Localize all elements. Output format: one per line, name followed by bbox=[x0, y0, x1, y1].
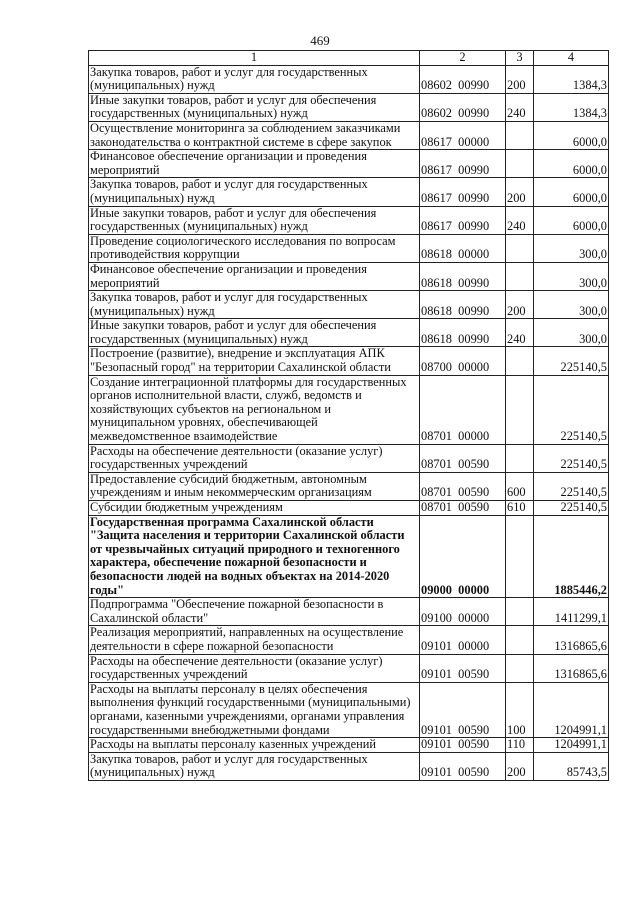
row-name-cell: Расходы на обеспечение деятельности (оказание услуг) государственных учреждений bbox=[89, 654, 420, 682]
row-amount-cell: 225140,5 bbox=[534, 501, 609, 516]
table-row bbox=[89, 752, 609, 780]
table-row bbox=[89, 347, 609, 375]
row-amount-cell: 1885446,2 bbox=[534, 515, 609, 598]
row-name-cell: Расходы на выплаты персоналу казенных учреждений bbox=[89, 738, 420, 753]
row-code-cell: 08701 00000 bbox=[420, 375, 506, 444]
table-row bbox=[89, 150, 609, 178]
row-amount-cell: 1384,3 bbox=[534, 93, 609, 121]
row-expense-type-cell: 240 bbox=[506, 319, 534, 347]
table-row bbox=[89, 121, 609, 149]
row-expense-type-cell bbox=[506, 598, 534, 626]
row-expense-type-cell: 200 bbox=[506, 752, 534, 780]
row-expense-type-cell: 110 bbox=[506, 738, 534, 753]
row-name-cell: Иные закупки товаров, работ и услуг для обеспечения государственных (муниципальных) нужд bbox=[89, 319, 420, 347]
table-row bbox=[89, 319, 609, 347]
row-amount-cell: 300,0 bbox=[534, 234, 609, 262]
row-expense-type-cell bbox=[506, 626, 534, 654]
row-amount-cell: 225140,5 bbox=[534, 375, 609, 444]
row-name-cell: Закупка товаров, работ и услуг для государственных (муниципальных) нужд bbox=[89, 752, 420, 780]
row-code-cell: 08617 00990 bbox=[420, 178, 506, 206]
row-code-cell: 08617 00990 bbox=[420, 206, 506, 234]
table-row bbox=[89, 515, 609, 598]
table-row bbox=[89, 472, 609, 500]
column-header-amount: 4 bbox=[534, 51, 609, 66]
row-expense-type-cell: 610 bbox=[506, 501, 534, 516]
table-row bbox=[89, 262, 609, 290]
row-expense-type-cell bbox=[506, 515, 534, 598]
row-code-cell: 08618 00990 bbox=[420, 319, 506, 347]
row-name-cell: Государственная программа Сахалинской области "Защита населения и территории Сахалинской области от чрезвычайных ситуаций природного и техногенного характера, обеспечение пожарной безопасности и безопасности людей на водных объектах на 2014-2020 годы" bbox=[89, 515, 420, 598]
row-expense-type-cell bbox=[506, 150, 534, 178]
row-code-cell: 08700 00000 bbox=[420, 347, 506, 375]
budget-table bbox=[88, 50, 609, 781]
row-name-cell: Иные закупки товаров, работ и услуг для обеспечения государственных (муниципальных) нужд bbox=[89, 93, 420, 121]
row-code-cell: 09101 00590 bbox=[420, 682, 506, 737]
row-amount-cell: 300,0 bbox=[534, 319, 609, 347]
row-code-cell: 09100 00000 bbox=[420, 598, 506, 626]
column-header-row bbox=[89, 51, 609, 66]
row-name-cell: Построение (развитие), внедрение и эксплуатация АПК "Безопасный город" на территории Сахалинской области bbox=[89, 347, 420, 375]
row-code-cell: 08701 00590 bbox=[420, 501, 506, 516]
row-expense-type-cell bbox=[506, 375, 534, 444]
row-amount-cell: 1384,3 bbox=[534, 65, 609, 93]
row-code-cell: 08602 00990 bbox=[420, 65, 506, 93]
row-code-cell: 08618 00990 bbox=[420, 262, 506, 290]
row-name-cell: Закупка товаров, работ и услуг для государственных (муниципальных) нужд bbox=[89, 178, 420, 206]
row-name-cell: Подпрограмма "Обеспечение пожарной безопасности в Сахалинской области" bbox=[89, 598, 420, 626]
row-expense-type-cell bbox=[506, 121, 534, 149]
row-expense-type-cell bbox=[506, 262, 534, 290]
table-row bbox=[89, 444, 609, 472]
table-row bbox=[89, 682, 609, 737]
row-code-cell: 08701 00590 bbox=[420, 444, 506, 472]
row-amount-cell: 1204991,1 bbox=[534, 682, 609, 737]
row-code-cell: 09101 00590 bbox=[420, 738, 506, 753]
table-row bbox=[89, 65, 609, 93]
row-expense-type-cell: 200 bbox=[506, 178, 534, 206]
table-row bbox=[89, 291, 609, 319]
table-row bbox=[89, 206, 609, 234]
row-name-cell: Иные закупки товаров, работ и услуг для обеспечения государственных (муниципальных) нужд bbox=[89, 206, 420, 234]
row-amount-cell: 6000,0 bbox=[534, 206, 609, 234]
row-name-cell: Осуществление мониторинга за соблюдением заказчиками законодательства о контрактной системе в сфере закупок bbox=[89, 121, 420, 149]
row-expense-type-cell bbox=[506, 234, 534, 262]
column-header-expense-type: 3 bbox=[506, 51, 534, 66]
row-amount-cell: 1316865,6 bbox=[534, 626, 609, 654]
row-amount-cell: 1411299,1 bbox=[534, 598, 609, 626]
row-amount-cell: 225140,5 bbox=[534, 444, 609, 472]
row-amount-cell: 6000,0 bbox=[534, 150, 609, 178]
column-header-code: 2 bbox=[420, 51, 506, 66]
row-amount-cell: 300,0 bbox=[534, 291, 609, 319]
row-name-cell: Создание интеграционной платформы для государственных органов исполнительной власти, служб, ведомств и хозяйствующих субъектов на региональном и муниципальном уровнях, обеспечивающей межведомственное взаимодействие bbox=[89, 375, 420, 444]
row-expense-type-cell: 600 bbox=[506, 472, 534, 500]
row-expense-type-cell bbox=[506, 347, 534, 375]
table-row bbox=[89, 234, 609, 262]
column-header-name: 1 bbox=[89, 51, 420, 66]
row-name-cell: Расходы на обеспечение деятельности (оказание услуг) государственных учреждений bbox=[89, 444, 420, 472]
row-code-cell: 08617 00990 bbox=[420, 150, 506, 178]
row-expense-type-cell: 240 bbox=[506, 93, 534, 121]
row-name-cell: Финансовое обеспечение организации и проведения мероприятий bbox=[89, 150, 420, 178]
row-code-cell: 09101 00590 bbox=[420, 654, 506, 682]
row-name-cell: Предоставление субсидий бюджетным, автономным учреждениям и иным некоммерческим организациям bbox=[89, 472, 420, 500]
row-expense-type-cell: 200 bbox=[506, 291, 534, 319]
row-amount-cell: 300,0 bbox=[534, 262, 609, 290]
table-row bbox=[89, 178, 609, 206]
row-amount-cell: 225140,5 bbox=[534, 472, 609, 500]
row-expense-type-cell: 240 bbox=[506, 206, 534, 234]
table-row bbox=[89, 375, 609, 444]
row-name-cell: Реализация мероприятий, направленных на осуществление деятельности в сфере пожарной безопасности bbox=[89, 626, 420, 654]
row-amount-cell: 6000,0 bbox=[534, 178, 609, 206]
row-code-cell: 08602 00990 bbox=[420, 93, 506, 121]
row-amount-cell: 1316865,6 bbox=[534, 654, 609, 682]
row-expense-type-cell bbox=[506, 654, 534, 682]
table-row bbox=[89, 501, 609, 516]
row-expense-type-cell: 200 bbox=[506, 65, 534, 93]
row-amount-cell: 1204991,1 bbox=[534, 738, 609, 753]
row-code-cell: 08618 00000 bbox=[420, 234, 506, 262]
row-code-cell: 08618 00990 bbox=[420, 291, 506, 319]
table-row bbox=[89, 654, 609, 682]
row-name-cell: Субсидии бюджетным учреждениям bbox=[89, 501, 420, 516]
row-expense-type-cell bbox=[506, 444, 534, 472]
row-amount-cell: 6000,0 bbox=[534, 121, 609, 149]
row-amount-cell: 225140,5 bbox=[534, 347, 609, 375]
row-name-cell: Проведение социологического исследования по вопросам противодействия коррупции bbox=[89, 234, 420, 262]
row-code-cell: 09101 00000 bbox=[420, 626, 506, 654]
table-row bbox=[89, 93, 609, 121]
row-code-cell: 09000 00000 bbox=[420, 515, 506, 598]
row-code-cell: 09101 00590 bbox=[420, 752, 506, 780]
table-row bbox=[89, 738, 609, 753]
row-code-cell: 08617 00000 bbox=[420, 121, 506, 149]
row-name-cell: Финансовое обеспечение организации и проведения мероприятий bbox=[89, 262, 420, 290]
row-expense-type-cell: 100 bbox=[506, 682, 534, 737]
row-amount-cell: 85743,5 bbox=[534, 752, 609, 780]
row-name-cell: Закупка товаров, работ и услуг для государственных (муниципальных) нужд bbox=[89, 65, 420, 93]
table-row bbox=[89, 598, 609, 626]
row-name-cell: Закупка товаров, работ и услуг для государственных (муниципальных) нужд bbox=[89, 291, 420, 319]
row-name-cell: Расходы на выплаты персоналу в целях обеспечения выполнения функций государственными (муниципальными) органами, казенными учреждениями, органами управления государственными внебюджетными фондами bbox=[89, 682, 420, 737]
page-number: 469 bbox=[310, 33, 330, 48]
row-code-cell: 08701 00590 bbox=[420, 472, 506, 500]
table-row bbox=[89, 626, 609, 654]
